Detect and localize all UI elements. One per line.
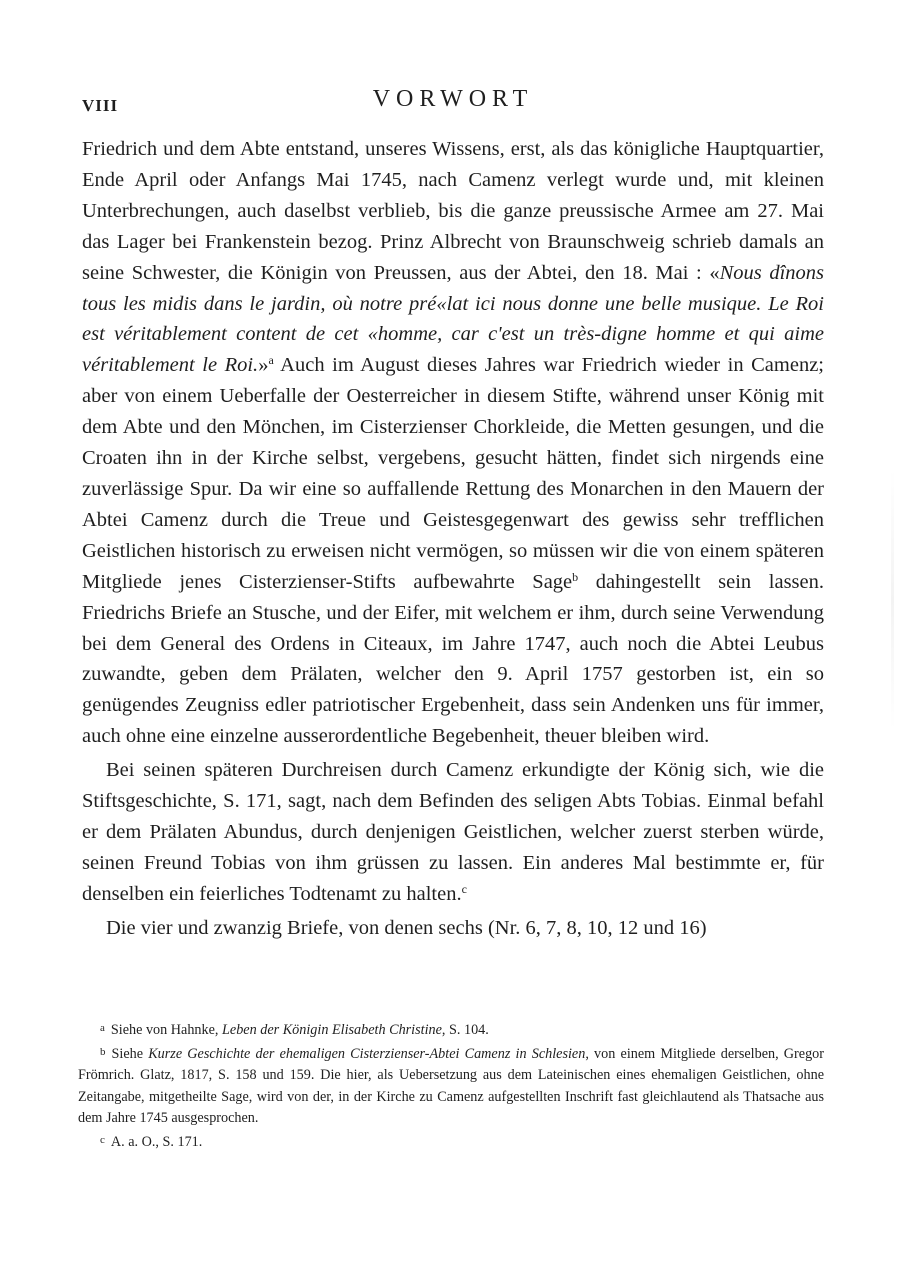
- paragraph-2-text: Bei seinen späteren Durchreisen durch Camenz erkundigte der König sich, wie die Stiftsgeschichte, S. 171, sagt, nach dem Befinden des seligen Abts Tobias. Einmal befahl er dem Prälaten Abundus, durch denjenigen Geistlichen, welcher zuerst sterben würde, seinen Freund Tobias von ihm grüssen zu lassen. Ein anderes Mal bestimmte er, für denselben ein feierliches Todtenamt zu halten.: [82, 759, 824, 905]
- footnote-marker-a: a: [100, 1022, 105, 1034]
- paragraph-2: [82, 755, 824, 910]
- scan-edge-shadow: [891, 470, 894, 730]
- footnote-b: [78, 1042, 824, 1130]
- page-number: VIII: [82, 96, 119, 115]
- footnote-b-pre: Siehe: [111, 1045, 149, 1062]
- footnote-ref-c: c: [461, 881, 467, 896]
- main-text: [82, 134, 824, 944]
- footnotes: [78, 1018, 824, 1153]
- footnote-a-title: Leben der Königin Elisabeth Christine: [222, 1022, 442, 1038]
- french-quotation: Nous dînons tous les midis dans le jardin, où notre pré«lat ici nous donne une belle musique. Le Roi est véritablement content de cet «homme, car c'est un très-digne homme et qui aime véritablement le Roi.: [82, 261, 825, 377]
- footnote-marker-b: b: [100, 1045, 106, 1058]
- paragraph-1-part-1: Friedrich und dem Abte entstand, unseres Wissens, erst, als das königliche Hauptquartier, Ende April oder Anfangs Mai 1745, nach Camenz verlegt wurde und, mit kleinen Unterbrechungen, auch daselbst verblieb, bis die ganze preussische Armee am 27. Mai das Lager bei Frankenstein bezog. Prinz Albrecht von Braunschweig schrieb damals an seine Schwester, die Königin von Preussen, aus der Abtei, den 18. Mai : «: [82, 138, 824, 284]
- footnote-c: [78, 1130, 824, 1154]
- paragraph-1-part-3: dahingestellt sein lassen. Friedrichs Briefe an Stusche, und der Eifer, mit welchem er ihm, durch seine Verwendung bei dem General des Ordens in Citeaux, im Jahre 1747, auch noch die Abtei Leubus zuwandte, geben dem Prälaten, welcher den 9. April 1757 gestorben ist, ein so genügendes Zeugniss edler patriotischer Ergebenheit, dass sein Andenken uns für immer, auch ohne eine einzelne ausserordentliche Begebenheit, theuer bleiben wird.: [82, 570, 824, 748]
- footnote-c-text: A. a. O., S. 171.: [110, 1133, 203, 1150]
- paragraph-3-text: Die vier und zwanzig Briefe, von denen sechs (Nr. 6, 7, 8, 10, 12 und 16): [106, 916, 707, 939]
- footnote-b-post: , von einem Mitgliede derselben, Gregor Frömrich. Glatz, 1817, S. 158 und 159. Die hier, als Uebersetzung aus dem Lateinischen eines ehemaligen Geistlichen, ohne Zeitangabe, mitgetheilte Sage, wird von der, in der Kirche zu Camenz aufgestellten Inschrift fast gleichlautend als Thatsache aus dem Jahre 1745 ausgesprochen.: [78, 1045, 824, 1126]
- quote-close: »: [258, 354, 269, 377]
- page-header: [82, 86, 824, 120]
- footnote-b-title: Kurze Geschichte der ehemaligen Cisterzienser-Abtei Camenz in Schlesien: [148, 1045, 586, 1062]
- footnote-ref-b: b: [572, 569, 579, 584]
- footnote-ref-a: a: [268, 353, 274, 368]
- paragraph-1-part-2: Auch im August dieses Jahres war Friedrich wieder in Camenz; aber von einem Ueberfalle der Oesterreicher in diesem Stifte, während unser König mit dem Abte und den Mönchen, im Cisterzienser Chorkleide, die Metten gesungen, und die Croaten ihn in der Kirche selbst, vergebens, gesucht hätten, findet sich nirgends eine zuverlässige Spur. Da wir eine so auffallende Rettung des Monarchen in den Mauern der Abtei Camenz durch die Treue und Geistesgegenwart des gewiss sehr trefflichen Geistlichen historisch zu erweisen nicht vermögen, so müssen wir die von einem späteren Mitgliede jenes Cisterzienser-Stifts aufbewahrte Sage: [82, 354, 824, 593]
- paragraph-3: [82, 913, 824, 944]
- footnote-marker-c: c: [100, 1133, 105, 1146]
- footnote-a-pre: Siehe von Hahnke,: [110, 1022, 223, 1038]
- footnote-a: [78, 1018, 824, 1042]
- running-head: VORWORT: [372, 86, 534, 112]
- paragraph-1: [82, 134, 824, 752]
- footnote-a-post: , S. 104.: [441, 1022, 489, 1038]
